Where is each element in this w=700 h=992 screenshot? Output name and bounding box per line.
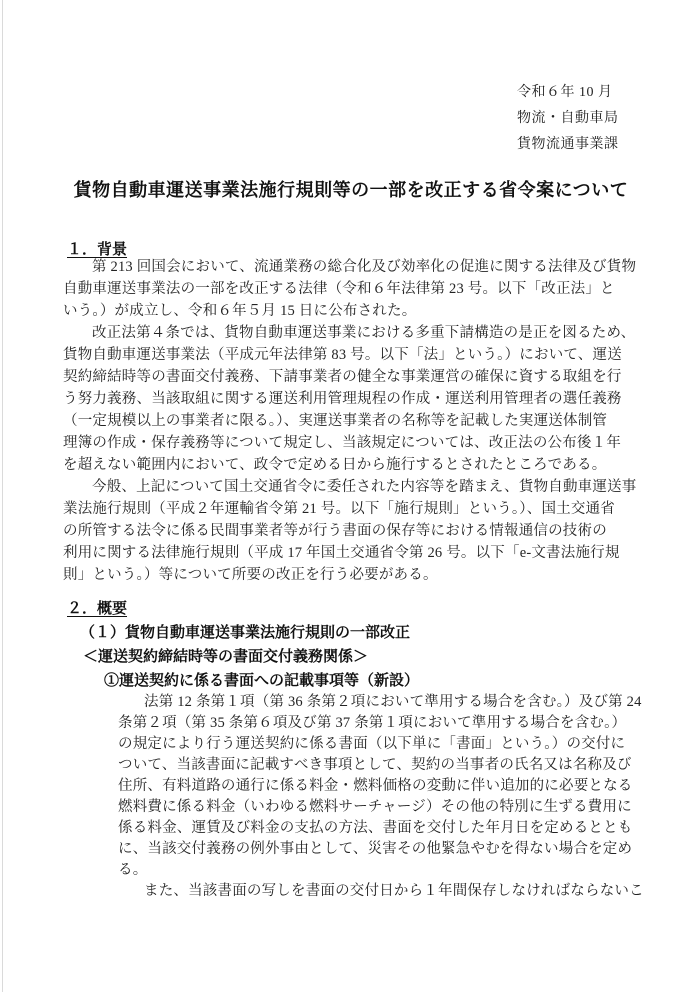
section1-heading-text: １．背景 [67, 241, 128, 258]
text-line: いう。）が成立し、令和６年５月 15 日に公布された。 [63, 303, 417, 319]
text-line: を超えない範囲内において、政令で定める日から施行するとされたところである。 [63, 457, 607, 473]
text-line: 利用に関する法律施行規則（平成 17 年国土交通省令第 26 号。以下「e-文書法施行規 [63, 545, 620, 561]
text-line: 今般、上記について国土交通省令に委任された内容等を踏まえ、貨物自動車運送事 [92, 479, 637, 495]
text-line: 自動車運送事業法の一部を改正する法律（令和６年法律第 23 号。以下「改正法」と [63, 281, 615, 297]
text-line: 住所、有料道路の通行に係る料金・燃料価格の変動に伴い追加的に必要となる [118, 778, 633, 794]
text-line: 法第 12 条第１項（第 36 条第２項において準用する場合を含む。）及び第 24 [144, 694, 642, 710]
section2-subheading-2: ＜運送契約締結時等の書面交付義務関係＞ [83, 648, 369, 665]
text-line: 条第２項（第 35 条第６項及び第 37 条第１項において準用する場合を含む。） [118, 715, 627, 731]
paragraph [118, 692, 643, 881]
text-line: 業法施行規則（平成２年運輸省令第 21 号。以下「施行規則」という。）、国土交通省 [63, 501, 615, 517]
text-line: 改正法第４条では、貨物自動車運送事業における多重下請構造の是正を図るため、 [92, 325, 636, 341]
section1-body [63, 256, 643, 586]
section2-body [118, 692, 643, 902]
paragraph [63, 476, 643, 586]
text-line: 燃料費に係る料金（いわゆる燃料サーチャージ）その他の特別に生ずる費用に [118, 799, 632, 815]
text-line: る。 [118, 862, 148, 878]
text-line: また、当該書面の写しを書面の交付日から１年間保存しなければならないこ [144, 883, 644, 899]
section2-heading [67, 597, 127, 618]
text-line: ついて、当該書面に記載すべき事項として、契約の当事者の氏名又は名称及び [118, 757, 632, 773]
doc-header-block [517, 80, 619, 158]
section2-subheading-1: （１）貨物自動車運送事業法施行規則の一部改正 [80, 624, 411, 641]
text-line: 理簿の作成・保存義務等について規定し、当該規定については、改正法の公布後１年 [63, 435, 622, 451]
text-line: に、当該交付義務の例外事由として、災害その他緊急やむを得ない場合を定め [118, 841, 633, 857]
doc-bureau: 物流・自動車局 [517, 111, 619, 126]
text-line: 契約締結時等の書面交付義務、下請事業者の健全な事業運営の確保に資する取組を行 [63, 369, 622, 385]
text-line: 則」という。）等について所要の改正を行う必要がある。 [63, 567, 438, 583]
text-line: の規定により行う運送契約に係る書面（以下単に「書面」という。）の交付に [118, 736, 626, 752]
text-line: 貨物自動車運送事業法（平成元年法律第 83 号。以下「法」という。）において、運送 [63, 347, 622, 363]
page-left-edge-line [2, 0, 3, 992]
text-line: の所管する法令に係る民間事業者等が行う書面の保存等における情報通信の技術の [63, 523, 607, 539]
text-line: 第 213 回国会において、流通業務の総合化及び効率化の促進に関する法律及び貨物 [92, 259, 637, 275]
section2-heading-text: ２．概要 [67, 600, 128, 617]
text-line: う努力義務、当該取組に関する運送利用管理規程の作成・運送利用管理者の選任義務 [63, 391, 622, 407]
doc-division: 貨物流通事業課 [517, 137, 619, 152]
paragraph [118, 881, 643, 902]
section2-subheading-3: ①運送契約に係る書面への記載事項等（新設） [104, 672, 420, 689]
paragraph [63, 256, 643, 322]
text-line: （一定規模以上の事業者に限る。）、実運送事業者の名称等を記載した実運送体制管 [63, 413, 608, 429]
doc-title: 貨物自動車運送事業法施行規則等の一部を改正する省令案について [73, 180, 629, 200]
paragraph [63, 322, 643, 476]
text-line: 係る料金、運賃及び料金の支払の方法、書面を交付した年月日を定めるととも [118, 820, 633, 836]
doc-date: 令和６年 10 月 [517, 85, 613, 100]
